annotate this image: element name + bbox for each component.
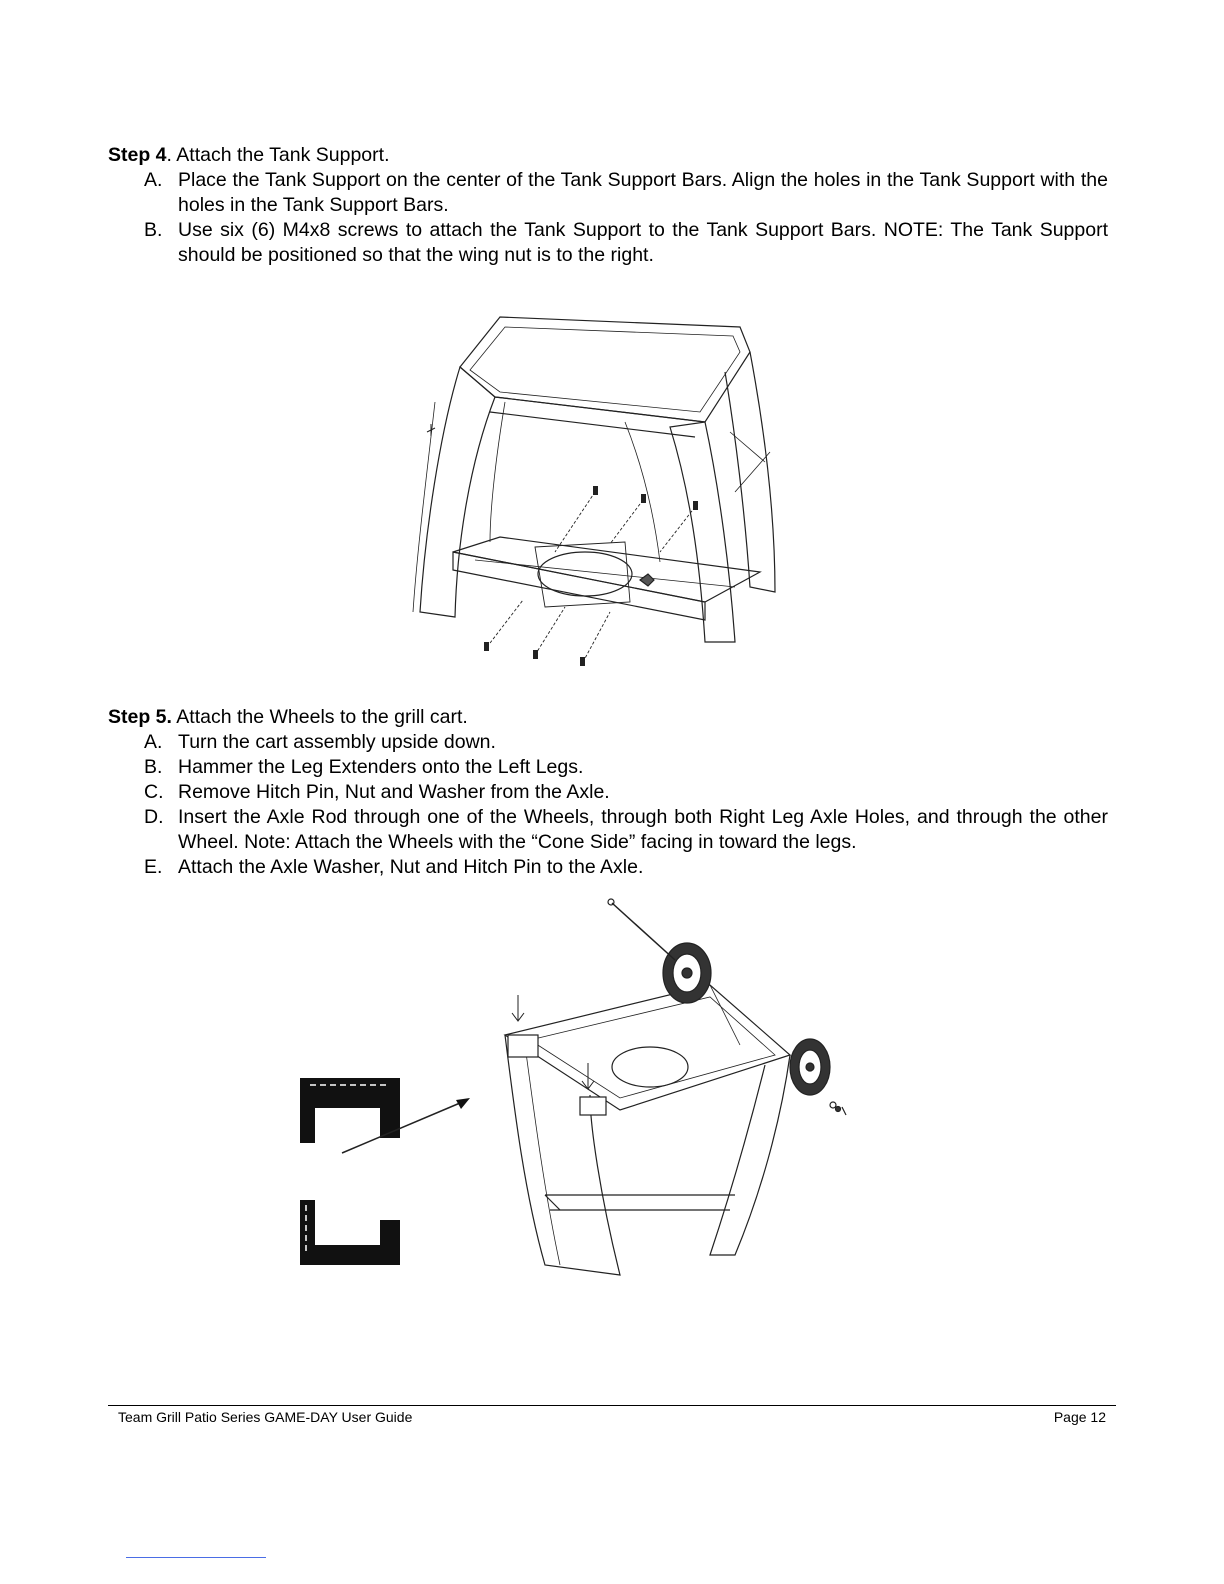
item-letter: E. [144, 856, 163, 878]
step-4-label: Step 4 [108, 144, 167, 166]
item-text: Attach the Axle Washer, Nut and Hitch Pin to the Axle. [178, 856, 644, 878]
item-text: Turn the cart assembly upside down. [178, 731, 496, 753]
item-letter: D. [144, 806, 164, 828]
step-4-heading [108, 143, 1108, 168]
footnote-rule [126, 1557, 266, 1558]
step-5-section [108, 705, 1108, 880]
tank-support-assembly-diagram [405, 312, 795, 674]
wheel-assembly-diagram [290, 895, 850, 1280]
item-text: Remove Hitch Pin, Nut and Washer from the Axle. [178, 781, 610, 803]
wheel-top [663, 943, 711, 1003]
item-text: Use six (6) M4x8 screws to attach the Tank Support to the Tank Support Bars. NOTE: The Tank Support should be positioned so that the wing nut is to the right. [178, 219, 1108, 266]
item-text: Insert the Axle Rod through one of the Wheels, through both Right Leg Axle Holes, and through the other Wheel. Note: Attach the Wheels with the “Cone Side” facing in toward the legs. [178, 806, 1108, 853]
leg-extender-top-view [300, 1078, 400, 1143]
step-5-heading [108, 705, 1108, 730]
step-4-title: . Attach the Tank Support. [166, 144, 390, 166]
leg-extender-side-view [300, 1200, 400, 1265]
wheel-right [790, 1039, 830, 1095]
item-text: Hammer the Leg Extenders onto the Left Legs. [178, 756, 584, 778]
item-text: Place the Tank Support on the center of the Tank Support Bars. Align the holes in the Tank Support with the holes in the Tank Support Bars. [178, 169, 1108, 216]
footer-page-number: Page 12 [1053, 1409, 1106, 1425]
step-5-item-e [108, 855, 1108, 880]
item-letter: A. [144, 169, 163, 191]
step-5-item-c [108, 780, 1108, 805]
footer-rule [108, 1405, 1116, 1406]
step-5-title: Attach the Wheels to the grill cart. [171, 706, 468, 728]
item-letter: C. [144, 781, 164, 803]
step-5-label: Step 5. [108, 706, 172, 728]
step-4-item-a [108, 168, 1108, 218]
step-5-item-d [108, 805, 1108, 855]
step-4-item-b [108, 218, 1108, 268]
item-letter: A. [144, 731, 163, 753]
step-5-item-b [108, 755, 1108, 780]
footer-guide-title: Team Grill Patio Series GAME-DAY User Guide [118, 1409, 413, 1425]
step-4-section [108, 143, 1108, 268]
step-5-item-a [108, 730, 1108, 755]
item-letter: B. [144, 219, 163, 241]
item-letter: B. [144, 756, 163, 778]
